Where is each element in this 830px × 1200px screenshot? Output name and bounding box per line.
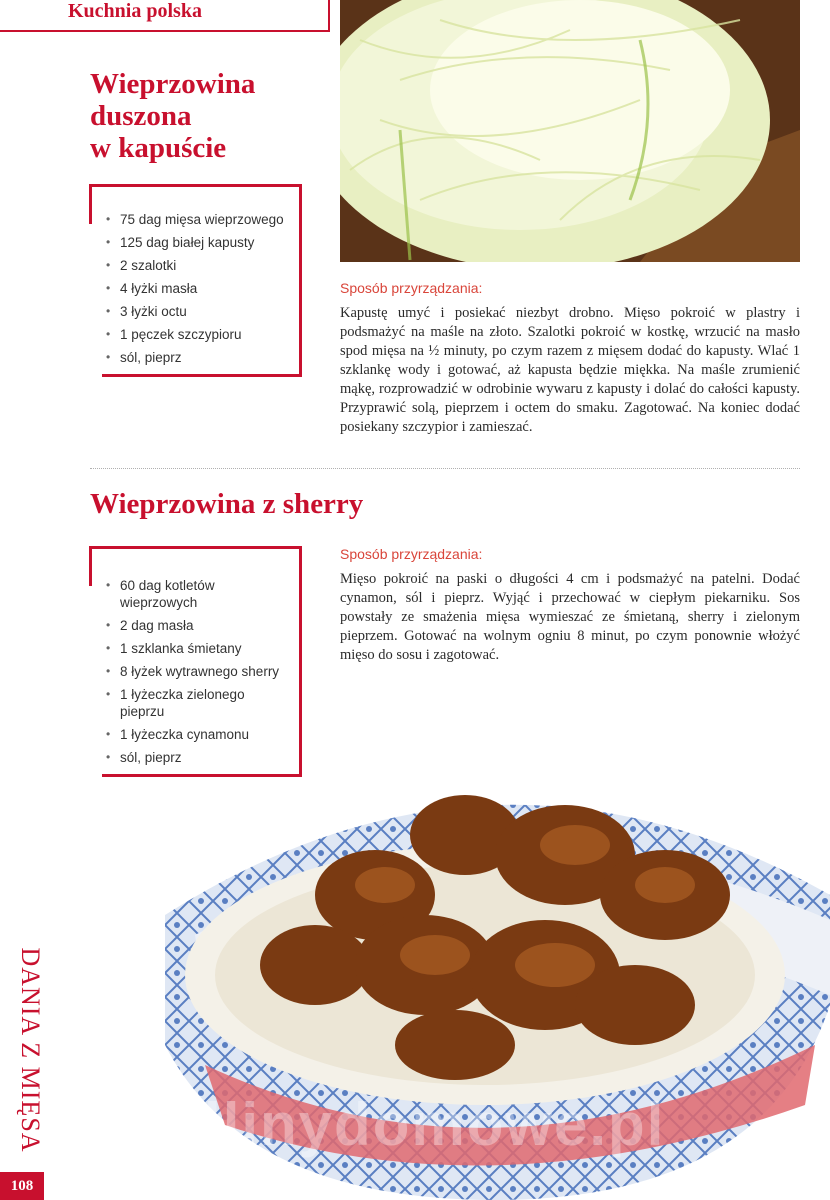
recipe1-method-label: Sposób przyrządzania: bbox=[340, 280, 483, 296]
chapter-side-label bbox=[0, 930, 60, 1170]
header-rule-vertical bbox=[328, 0, 330, 32]
recipe1-ingredients-list bbox=[106, 211, 296, 372]
recipe1-ingredients-box bbox=[92, 184, 302, 374]
section-header: Kuchnia polska bbox=[68, 0, 202, 22]
ingredient-item: • 1 łyżeczka cynamonu bbox=[106, 726, 286, 743]
ingredient-item: • 1 szklanka śmietany bbox=[106, 640, 286, 657]
recipe1-method-text: Kapustę umyć i posiekać niezbyt drobno. Mięso pokroić w plastry i podsmażyć na maśle na złoto. Szalotki pokroić w kostkę, wrzucić na masło spod mięsa na ½ minuty, po czym razem z mięsem dodać do kapusty. Wlać 1 szklankę wody i gotować, aż kapusta będzie miękka. Na maśle zrumienić mąkę, rozprowadzić w odrobinie wywaru z kapusty i dolać do całości kapusty. Przyprawić solą, pieprzem i octem do smaku. Zagotować. Na koniec dodać posiekany szczypior i zamieszać. bbox=[340, 305, 800, 435]
page-number: 108 bbox=[0, 1172, 44, 1200]
ingredient-item: • sól, pieprz bbox=[106, 749, 286, 766]
ingredient-item: • 1 łyżeczka zielonego pieprzu bbox=[106, 686, 286, 720]
recipe2-ingredients-box bbox=[92, 546, 302, 774]
recipe2-method-label: Sposób przyrządzania: bbox=[340, 546, 483, 562]
cabbage-photo bbox=[340, 0, 800, 262]
ingredient-item: • 125 dag białej kapusty bbox=[106, 234, 296, 251]
recipe1-title-line: w kapuście bbox=[90, 132, 227, 164]
ingredient-item: • 4 łyżki masła bbox=[106, 280, 296, 297]
ingredient-item: • 75 dag mięsa wieprzowego bbox=[106, 211, 296, 228]
ingredient-item: • 8 łyżek wytrawnego sherry bbox=[106, 663, 286, 680]
ingredient-item: • 3 łyżki octu bbox=[106, 303, 296, 320]
cabbage-illustration bbox=[340, 0, 800, 262]
watermark: wedlinydomowe.pl bbox=[100, 1091, 666, 1158]
chapter-side-label-text: DANIA Z MIĘSA bbox=[16, 947, 45, 1153]
recipe1-title bbox=[90, 68, 255, 164]
header-rule bbox=[0, 30, 330, 32]
recipe1-title-line: duszona bbox=[90, 100, 192, 132]
recipe2-ingredients-list bbox=[106, 577, 286, 772]
recipe2-title: Wieprzowina z sherry bbox=[90, 488, 364, 520]
recipe1-title-line: Wieprzowina bbox=[90, 68, 256, 100]
ingredient-item: • 60 dag kotletów wieprzowych bbox=[106, 577, 286, 611]
ingredient-item: • 2 szalotki bbox=[106, 257, 296, 274]
ingredient-item: • sól, pieprz bbox=[106, 349, 296, 366]
recipe2-method-text: Mięso pokroić na paski o długości 4 cm i podsmażyć na patelni. Dodać cynamon, sól i pieprz. Wyjąć i przechować w ciepłym piekarniku. Sos powstały ze smażenia mięsa wymieszać ze śmietaną, sherry i zielonym pieprzem. Gotować na wolnym ogniu 8 minut, po czym ponownie włożyć mięso do sosu i zagotować. bbox=[340, 571, 800, 663]
ingredient-item: • 2 dag masła bbox=[106, 617, 286, 634]
ingredient-item: • 1 pęczek szczypioru bbox=[106, 326, 296, 343]
recipe-separator bbox=[90, 468, 800, 469]
